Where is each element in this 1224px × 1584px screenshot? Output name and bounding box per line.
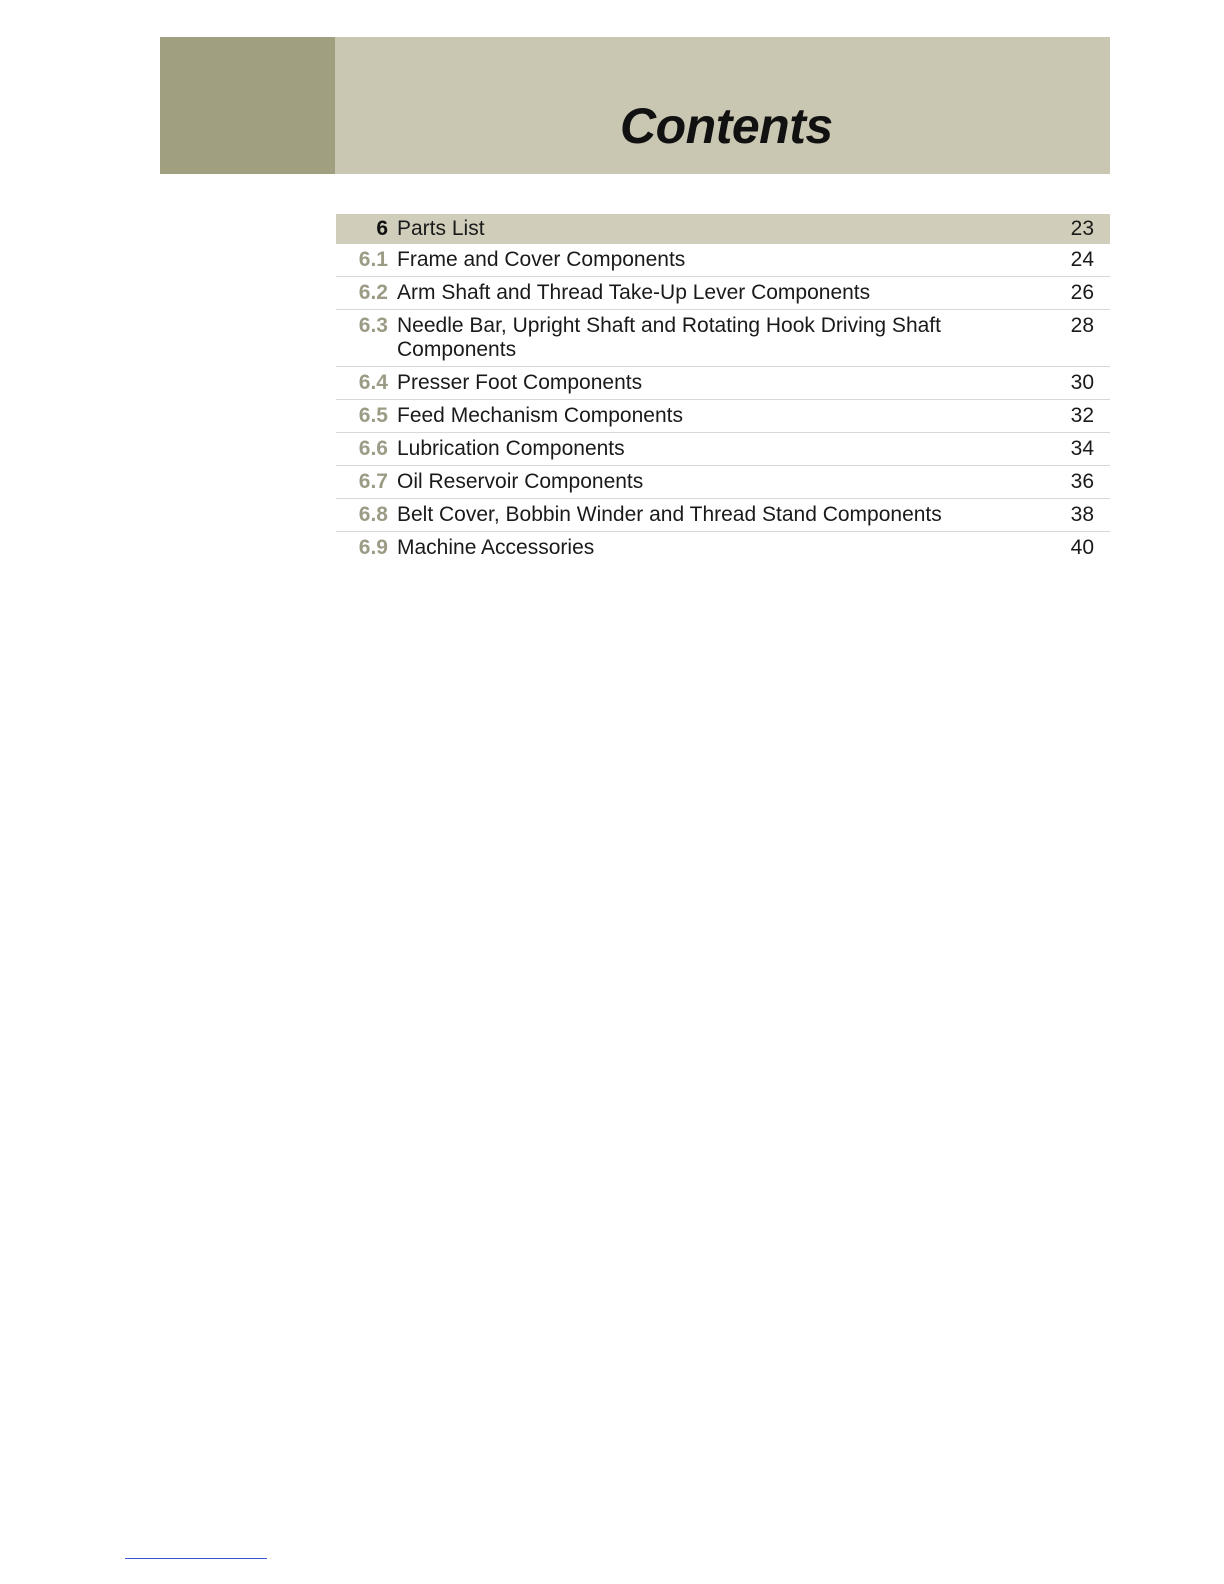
- toc-row[interactable]: [336, 367, 1110, 400]
- table-of-contents: [336, 214, 1110, 564]
- footer-rule: [125, 1558, 267, 1559]
- toc-title: Feed Mechanism Components: [397, 404, 683, 427]
- toc-page-number: 34: [1070, 437, 1094, 460]
- toc-number: 6.6: [358, 437, 388, 460]
- toc-page-number: 32: [1070, 404, 1094, 427]
- toc-title: Oil Reservoir Components: [397, 470, 644, 493]
- toc-page-number: 23: [1070, 217, 1094, 240]
- toc-page-number: 26: [1070, 281, 1094, 304]
- toc-row[interactable]: [336, 400, 1110, 433]
- toc-row[interactable]: [336, 244, 1110, 277]
- header-band: [160, 37, 1110, 174]
- toc-number: 6.1: [358, 248, 388, 271]
- toc-title: Arm Shaft and Thread Take-Up Lever Components: [397, 281, 871, 304]
- toc-number: 6.8: [358, 503, 388, 526]
- toc-number: 6.9: [358, 536, 388, 559]
- toc-title: Lubrication Components: [397, 437, 625, 460]
- toc-number: 6.5: [358, 404, 388, 427]
- toc-number: 6.3: [358, 314, 388, 337]
- toc-number: 6.7: [358, 470, 388, 493]
- toc-number: 6.4: [358, 371, 388, 394]
- toc-page-number: 30: [1070, 371, 1094, 394]
- toc-page-number: 36: [1070, 470, 1094, 493]
- toc-row[interactable]: [336, 466, 1110, 499]
- toc-title: Parts List: [397, 217, 485, 240]
- toc-title: Frame and Cover Components: [397, 248, 686, 271]
- toc-title: Needle Bar, Upright Shaft and Rotating Hook Driving Shaft Components: [397, 314, 941, 361]
- toc-page-number: 40: [1070, 536, 1094, 559]
- toc-row[interactable]: [336, 277, 1110, 310]
- toc-title: Machine Accessories: [397, 536, 595, 559]
- toc-page-number: 38: [1070, 503, 1094, 526]
- toc-number: 6.2: [358, 281, 388, 304]
- toc-title: Belt Cover, Bobbin Winder and Thread Stand Components: [397, 503, 942, 526]
- toc-row[interactable]: [336, 532, 1110, 564]
- header-accent-block: [160, 37, 335, 174]
- toc-row[interactable]: [336, 310, 1110, 367]
- toc-title: Presser Foot Components: [397, 371, 643, 394]
- toc-row[interactable]: [336, 433, 1110, 466]
- toc-number: 6: [376, 217, 388, 240]
- header-title-area: [335, 37, 1110, 174]
- toc-chapter-row[interactable]: [336, 214, 1110, 244]
- toc-page-number: 28: [1070, 314, 1094, 337]
- toc-page-number: 24: [1070, 248, 1094, 271]
- toc-row[interactable]: [336, 499, 1110, 532]
- page-title: Contents: [620, 98, 833, 154]
